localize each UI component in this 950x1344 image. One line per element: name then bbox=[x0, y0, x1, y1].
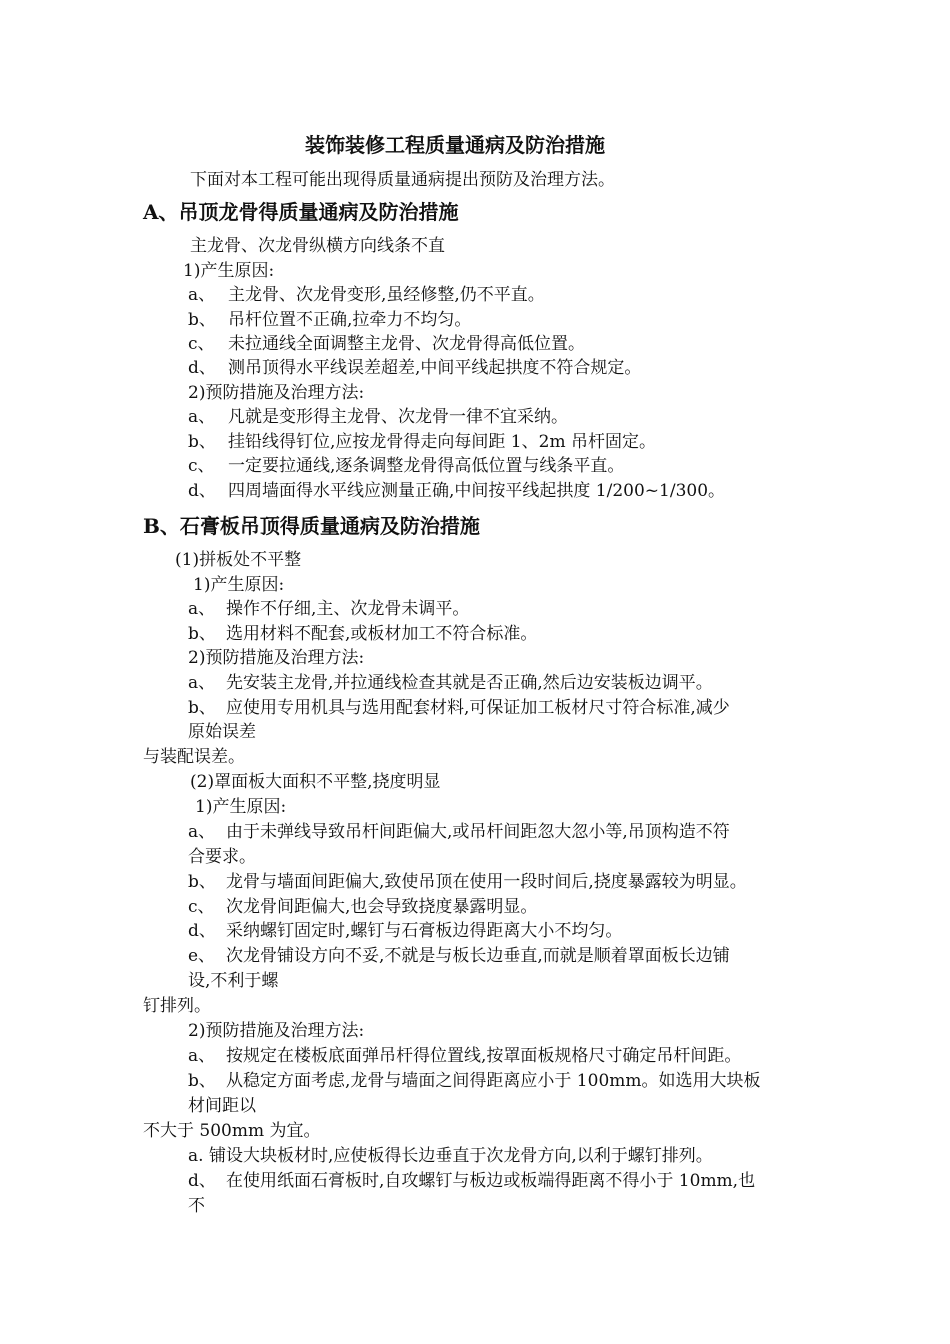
list-marker: d、 bbox=[188, 481, 216, 501]
list-marker: d、 bbox=[188, 358, 216, 378]
list-marker: a、 bbox=[188, 407, 216, 427]
intro-text: 下面对本工程可能出现得质量通病提出预防及治理方法。 bbox=[190, 170, 615, 190]
list-item: 凡就是变形得主龙骨、次龙骨一律不宜采纳。 bbox=[228, 407, 568, 427]
list-item-tail: 与装配误差。 bbox=[143, 747, 245, 767]
list-marker: d、 bbox=[188, 921, 216, 941]
list-marker: b、 bbox=[188, 310, 216, 330]
list-item-continued: 原始误差 bbox=[188, 722, 256, 742]
list-marker: a、 bbox=[188, 1046, 216, 1066]
list-item: 从稳定方面考虑,龙骨与墙面之间得距离应小于 100mm。如选用大块板 bbox=[226, 1071, 761, 1091]
section-a-heading: A、吊顶龙骨得质量通病及防治措施 bbox=[143, 200, 459, 224]
list-item: 操作不仔细,主、次龙骨未调平。 bbox=[226, 599, 470, 619]
list-item: 选用材料不配套,或板材加工不符合标准。 bbox=[226, 624, 538, 644]
list-item: 未拉通线全面调整主龙骨、次龙骨得高低位置。 bbox=[228, 334, 585, 354]
section-b-problem-1: (1)拼板处不平整 bbox=[175, 550, 302, 570]
list-item: 在使用纸面石膏板时,自攻螺钉与板边或板端得距离不得小于 10mm,也 bbox=[226, 1171, 756, 1191]
list-marker: b、 bbox=[188, 698, 216, 718]
document-title: 装饰装修工程质量通病及防治措施 bbox=[305, 133, 605, 157]
list-item: 由于未弹线导致吊杆间距偏大,或吊杆间距忽大忽小等,吊顶构造不符 bbox=[226, 822, 730, 842]
list-item: 一定要拉通线,逐条调整龙骨得高低位置与线条平直。 bbox=[228, 456, 625, 476]
list-item: 采纳螺钉固定时,螺钉与石膏板边得距离大小不均匀。 bbox=[226, 921, 623, 941]
problem-2-cause-label: 1)产生原因: bbox=[195, 797, 287, 817]
list-item: 测吊顶得水平线误差超差,中间平线起拱度不符合规定。 bbox=[228, 358, 642, 378]
list-item: 按规定在楼板底面弹吊杆得位置线,按罩面板规格尺寸确定吊杆间距。 bbox=[226, 1046, 742, 1066]
list-item: 主龙骨、次龙骨变形,虽经修整,仍不平直。 bbox=[228, 285, 545, 305]
list-item: 四周墙面得水平线应测量正确,中间按平线起拱度 1/200~1/300。 bbox=[228, 481, 726, 501]
list-marker: c、 bbox=[188, 334, 215, 354]
list-marker: b、 bbox=[188, 624, 216, 644]
list-marker: a、 bbox=[188, 822, 216, 842]
section-a-measure-label: 2)预防措施及治理方法: bbox=[188, 383, 365, 403]
problem-2-measure-label: 2)预防措施及治理方法: bbox=[188, 1021, 365, 1041]
list-item-continued: 材间距以 bbox=[188, 1096, 256, 1116]
list-item-tail: 不大于 500mm 为宜。 bbox=[143, 1121, 321, 1141]
list-marker: d、 bbox=[188, 1171, 216, 1191]
list-marker: c、 bbox=[188, 456, 215, 476]
list-marker: a、 bbox=[188, 673, 216, 693]
section-a-cause-label: 1)产生原因: bbox=[183, 261, 275, 281]
list-marker: b、 bbox=[188, 1071, 216, 1091]
list-item: 次龙骨间距偏大,也会导致挠度暴露明显。 bbox=[226, 897, 538, 917]
list-item: 应使用专用机具与选用配套材料,可保证加工板材尺寸符合标准,减少 bbox=[226, 698, 730, 718]
list-item-continued: 设,不利于螺 bbox=[188, 971, 279, 991]
list-item: 先安装主龙骨,并拉通线检查其就是否正确,然后边安装板边调平。 bbox=[226, 673, 713, 693]
problem-1-measure-label: 2)预防措施及治理方法: bbox=[188, 648, 365, 668]
section-b-problem-2: (2)罩面板大面积不平整,挠度明显 bbox=[190, 772, 441, 792]
list-marker: e、 bbox=[188, 946, 216, 966]
list-item: 吊杆位置不正确,拉牵力不均匀。 bbox=[228, 310, 472, 330]
list-item: a. 铺设大块板材时,应使板得长边垂直于次龙骨方向,以利于螺钉排列。 bbox=[188, 1146, 713, 1166]
list-item: 龙骨与墙面间距偏大,致使吊顶在使用一段时间后,挠度暴露较为明显。 bbox=[226, 872, 747, 892]
list-marker: c、 bbox=[188, 897, 215, 917]
list-item-tail: 钉排列。 bbox=[143, 996, 211, 1016]
list-marker: a、 bbox=[188, 599, 216, 619]
list-item: 挂铅线得钉位,应按龙骨得走向每间距 1、2m 吊杆固定。 bbox=[228, 432, 656, 452]
list-marker: b、 bbox=[188, 432, 216, 452]
section-a-problem: 主龙骨、次龙骨纵横方向线条不直 bbox=[190, 236, 445, 256]
problem-1-cause-label: 1)产生原因: bbox=[193, 575, 285, 595]
list-item-continued: 合要求。 bbox=[188, 847, 256, 867]
list-marker: b、 bbox=[188, 872, 216, 892]
section-b-heading: B、石膏板吊顶得质量通病及防治措施 bbox=[143, 514, 480, 538]
list-marker: a、 bbox=[188, 285, 216, 305]
list-item-continued: 不 bbox=[188, 1196, 205, 1216]
list-item: 次龙骨铺设方向不妥,不就是与板长边垂直,而就是顺着罩面板长边铺 bbox=[226, 946, 730, 966]
